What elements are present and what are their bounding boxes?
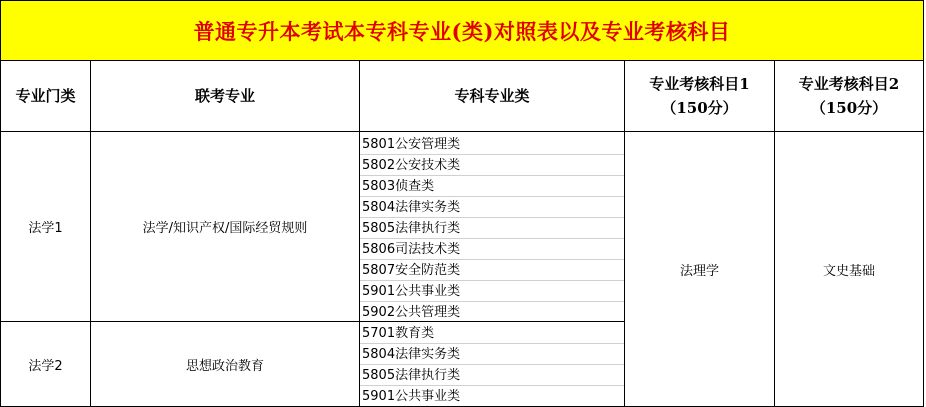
header-category-label: 专业门类 (15, 87, 76, 105)
list-item: 5901公共事业类 (360, 281, 624, 302)
subject1-value: 法理学 (679, 263, 719, 279)
subject2-value: 文史基础 (822, 263, 875, 279)
row2-joint-major-label: 思想政治教育 (185, 358, 264, 374)
table-title: 普通专升本考试本专科专业(类)对照表以及专业考核科目 (193, 18, 731, 44)
list-item: 5802公安技术类 (360, 155, 624, 176)
list-item: 5806司法技术类 (360, 239, 624, 260)
row2-joint-major (90, 321, 360, 407)
header-subject2-line1: 专业考核科目2 (798, 75, 900, 93)
row2-category-label: 法学2 (28, 358, 63, 374)
header-joint-major (90, 60, 360, 132)
row2-category (0, 321, 91, 407)
header-subject2-line2: （150分） (810, 99, 888, 117)
subject1-cell (624, 131, 775, 407)
header-course-category (359, 60, 625, 132)
header-course-category-label: 专科专业类 (454, 87, 530, 105)
list-item: 5805法律执行类 (360, 218, 624, 239)
header-subject2 (774, 60, 924, 132)
subject2-cell (774, 131, 924, 407)
list-item: 5804法律实务类 (360, 344, 624, 365)
row1-category-label: 法学1 (28, 221, 63, 236)
header-joint-major-label: 联考专业 (194, 87, 255, 105)
list-item: 5804法律实务类 (360, 197, 624, 218)
header-category (0, 60, 91, 132)
row1-joint-major (90, 131, 360, 322)
list-item: 5801公安管理类 (360, 134, 624, 155)
row1-category (0, 131, 91, 322)
list-item: 5803侦查类 (360, 176, 624, 197)
row1-course-list (359, 131, 625, 322)
list-item: 5701教育类 (360, 323, 624, 344)
list-item: 5902公共管理类 (362, 305, 461, 320)
header-subject1-line2: （150分） (661, 99, 738, 117)
row2-course-list (359, 321, 625, 407)
header-subject1-line1: 专业考核科目1 (649, 75, 750, 93)
list-item: 5805法律执行类 (360, 365, 624, 386)
list-item: 5807安全防范类 (360, 260, 624, 281)
header-subject1 (624, 60, 775, 132)
table-title-bar (0, 0, 924, 61)
row1-joint-major-label: 法学/知识产权/国际经贸规则 (142, 221, 308, 236)
list-item: 5901公共事业类 (362, 389, 461, 404)
